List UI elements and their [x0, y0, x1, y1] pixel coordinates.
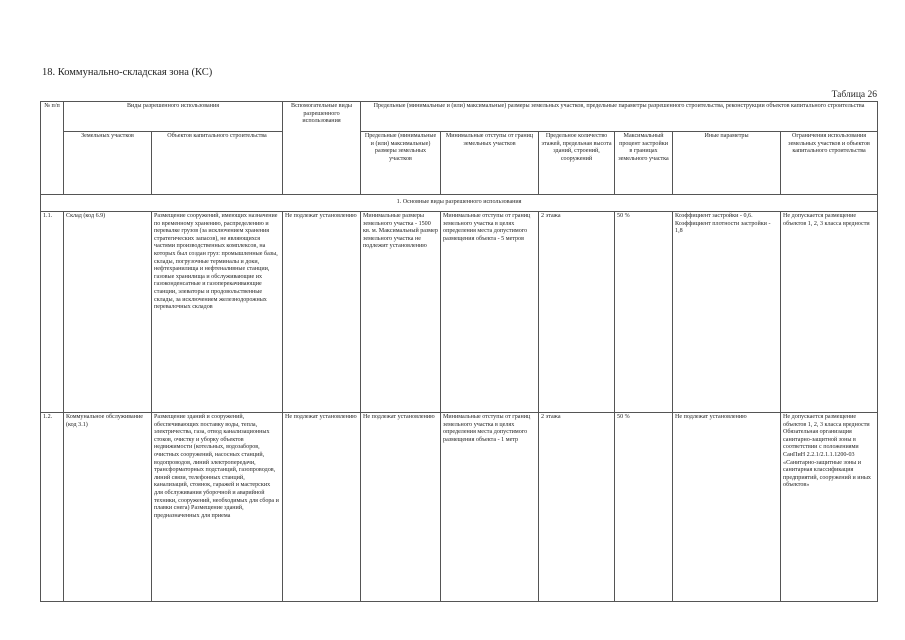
row-land: Коммунальное обслуживание (код 3.1)	[64, 413, 152, 602]
header-num: № п/п	[41, 102, 64, 195]
row-setbacks: Минимальные отступы от границ земельного участка в целях определения места допустимого размещения объекта - 1 метр	[441, 413, 539, 602]
row-objects: Размещение сооружений, имеющих назначение по временному хранению, распределению и перевалке грузов (за исключением хранения стратегических запасов), не являющихся частями производственных комплексов, на которых был создан груз: промышленные базы, склады, погрузочные терминалы и доки, нефтехранилища и нефтеналивные станции, газовые хранилища и обслуживающие их газоконденсатные и газоперекачивающие станции, элеваторы и продовольственные склады, за исключением железнодорожных перевалочных складов	[152, 212, 283, 413]
row-num: 1.2.	[41, 413, 64, 602]
table-row	[41, 413, 878, 602]
header-land-plots: Земельных участков	[64, 132, 152, 195]
row-other: Коэффициент застройки - 0,6. Коэффициент плотности застройки - 1,8	[673, 212, 781, 413]
row-coverage: 50 %	[615, 212, 673, 413]
row-aux: Не подлежат установлению	[283, 413, 361, 602]
row-floors: 2 этажа	[539, 212, 615, 413]
header-plot-size: Предельные (минимальные и (или) максимальные) размеры земельных участков	[361, 132, 441, 195]
section-row	[41, 195, 878, 212]
header-floors: Предельное количество этажей, предельная высота зданий, строений, сооружений	[539, 132, 615, 195]
zoning-table	[40, 101, 878, 602]
header-row-1	[41, 102, 878, 132]
table-number: Таблица 26	[831, 90, 877, 100]
header-coverage: Максимальный процент застройки в границах земельного участка	[615, 132, 673, 195]
row-floors: 2 этажа	[539, 413, 615, 602]
row-setbacks: Минимальные отступы от границ земельного участка в целях определения места допустимого размещения объекта - 5 метров	[441, 212, 539, 413]
row-objects: Размещение зданий и сооружений, обеспечивающих поставку воды, тепла, электричества, газа, отвод канализационных стоков, очистку и уборку объектов недвижимости (котельных, водозаборов, очистных сооружений, насосных станций, водопроводов, линий электропередачи, трансформаторных подстанций, газопроводов, линий связи, телефонных станций, канализаций, стоянок, гаражей и мастерских для обслуживания уборочной и аварийной техники, сооружений, необходимых для сбора и плавки снега) Размещение зданий, предназначенных для приема	[152, 413, 283, 602]
header-other: Иные параметры	[673, 132, 781, 195]
header-types-group: Виды разрешенного использования	[64, 102, 283, 132]
row-plot-size: Минимальные размеры земельного участка - 1500 кв. м. Максимальный размер земельного участка не подлежит установлению	[361, 212, 441, 413]
section-heading: 18. Коммунально-складская зона (КС)	[42, 67, 213, 78]
header-restrictions: Ограничения использования земельных участков и объектов капитального строительства	[781, 132, 878, 195]
header-setbacks: Минимальные отступы от границ земельных участков	[441, 132, 539, 195]
row-other: Не подлежат установлению	[673, 413, 781, 602]
header-capital-objects: Объектов капитального строительства	[152, 132, 283, 195]
row-restrictions: Не допускается размещение объектов 1, 2, 3 класса вредности Обязательная организация санитарно-защитной зоны в соответствии с положениями СанПиН 2.2.1/2.1.1.1200-03 «Санитарно-защитные зоны и санитарная классификация предприятий, сооружений и иных объектов»	[781, 413, 878, 602]
header-row-2	[41, 132, 878, 195]
row-aux: Не подлежат установлению	[283, 212, 361, 413]
section-title: 1. Основные виды разрешенного использования	[41, 195, 878, 212]
row-num: 1.1.	[41, 212, 64, 413]
header-aux: Вспомогательные виды разрешенного использования	[283, 102, 361, 195]
row-plot-size: Не подлежат установлению	[361, 413, 441, 602]
header-params-group: Предельные (минимальные и (или) максимальные) размеры земельных участков, предельные параметры разрешенного строительства, реконструкции объектов капитального строительства	[361, 102, 878, 132]
row-coverage: 50 %	[615, 413, 673, 602]
row-land: Склад (код 6.9)	[64, 212, 152, 413]
row-restrictions: Не допускается размещение объектов 1, 2, 3 класса вредности	[781, 212, 878, 413]
table-row	[41, 212, 878, 413]
